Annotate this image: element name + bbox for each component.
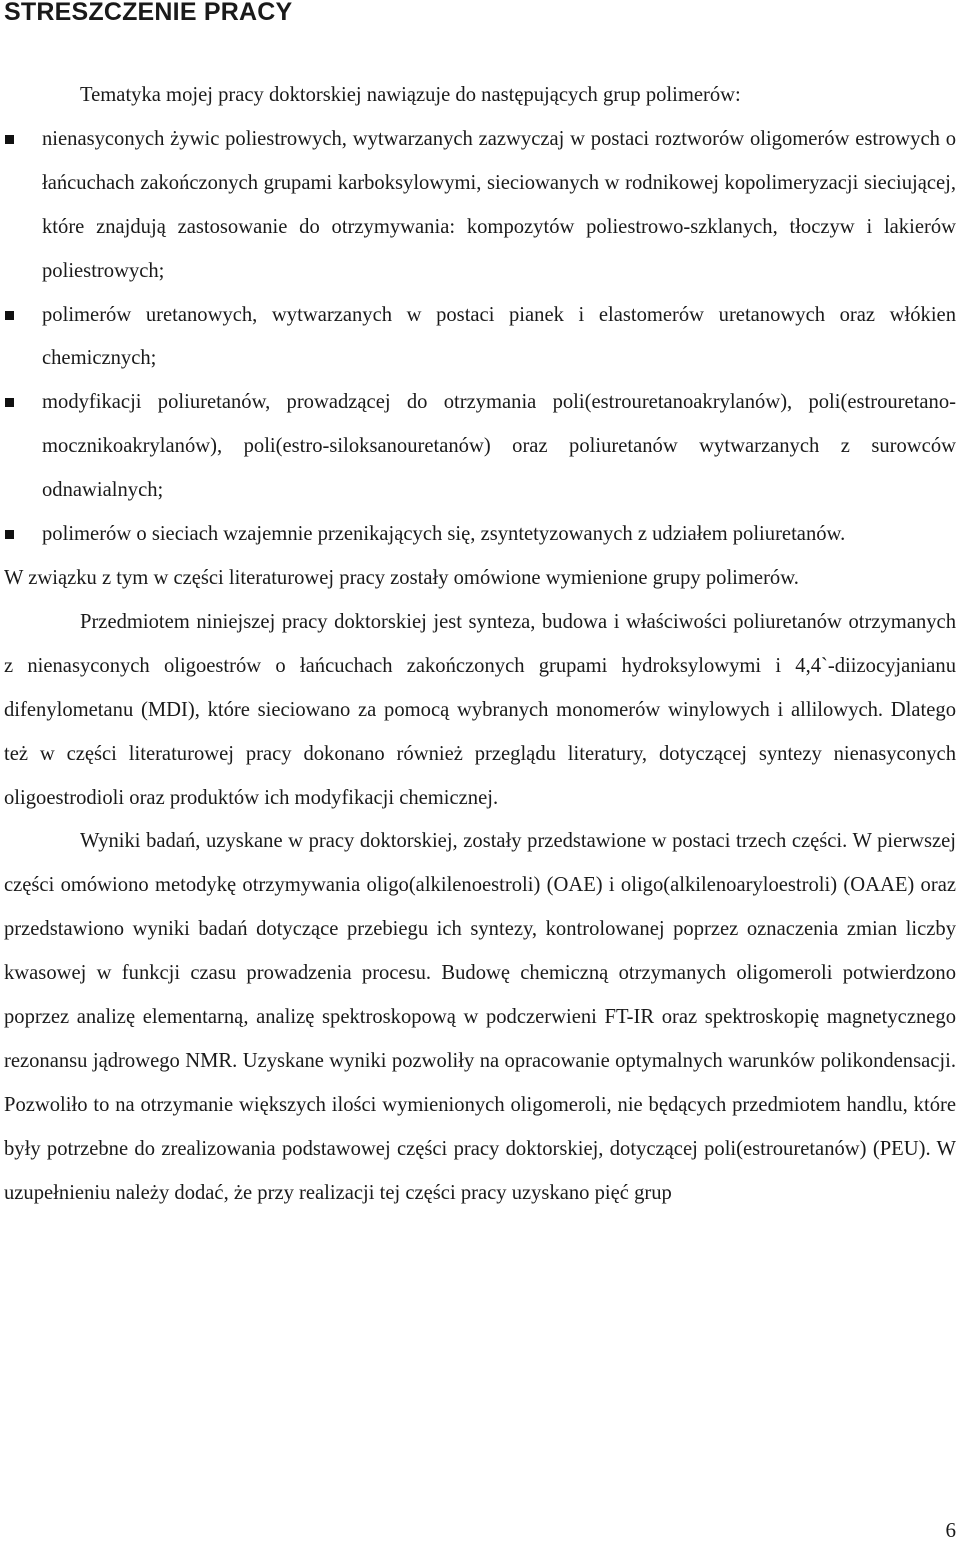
square-bullet-icon	[5, 530, 14, 539]
intro-paragraph: Tematyka mojej pracy doktorskiej nawiązuje do następujących grup polimerów:	[80, 84, 741, 106]
literature-scope-paragraph: W związku z tym w części literaturowej pracy zostały omówione wymienione grupy polimerów.	[4, 566, 799, 589]
square-bullet-icon	[5, 311, 14, 320]
list-item-text: modyfikacji poliuretanów, prowadzącej do otrzymania poli(estrouretanoakrylanów), poli(estrouretano-mocznikoakrylanów), poli(estro-siloksanouretanów) oraz poliuretanów wytwarzanych z surowców odnawialnych;	[42, 391, 956, 502]
polymer-groups-list	[4, 118, 956, 557]
results-paragraph: Wyniki badań, uzyskane w pracy doktorskiej, zostały przedstawione w postaci trzech części. W pierwszej części omówiono metodykę otrzymywania oligo(alkilenoestroli) (OAE) i oligo(alkilenoaryloestroli) (OAAE) oraz przedstawiono wyniki badań dotyczące przebiegu ich syntezy, kontrolowanej poprzez oznaczenia zmian liczby kwasowej w funkcji czasu prowadzenia procesu. Budowę chemiczną otrzymanych oligomeroli potwierdzono poprzez analizę elementarną, analizę spektroskopową w podczerwieni FT-IR oraz spektroskopię magnetycznego rezonansu jądrowego NMR. Uzyskane wyniki pozwoliły na opracowanie optymalnych warunków polikondensacji. Pozwoliło to na otrzymanie większych ilości wymienionych oligomeroli, nie będących przedmiotem handlu, które były potrzebne do zrealizowania podstawowej części pracy doktorskiej, dotyczącej poli(estrouretanów) (PEU). W uzupełnieniu należy dodać, że przy realizacji tej części pracy uzyskano pięć grup	[4, 830, 956, 1204]
page-number: 6	[945, 1518, 956, 1542]
list-item	[4, 381, 956, 513]
document-body	[4, 74, 956, 1216]
page-title: STRESZCZENIE PRACY	[4, 0, 293, 26]
square-bullet-icon	[5, 135, 14, 144]
list-item-text: nienasyconych żywic poliestrowych, wytwarzanych zazwyczaj w postaci roztworów oligomerów estrowych o łańcuchach zakończonych grupami karboksylowymi, sieciowanych w rodnikowej kopolimeryzacji sieciującej, które znajdują zastosowanie do otrzymywania: kompozytów poliestrowo-szklanych, tłoczyw i lakierów poliestrowych;	[42, 127, 956, 282]
list-item	[4, 294, 956, 382]
list-item-text: polimerów o sieciach wzajemnie przenikających się, zsyntetyzowanych z udziałem poliuretanów.	[42, 523, 846, 546]
list-item	[4, 118, 956, 294]
list-item	[4, 513, 956, 557]
list-item-text: polimerów uretanowych, wytwarzanych w postaci pianek i elastomerów uretanowych oraz włókien chemicznych;	[42, 303, 956, 370]
square-bullet-icon	[5, 398, 14, 407]
subject-paragraph: Przedmiotem niniejszej pracy doktorskiej jest synteza, budowa i właściwości poliuretanów otrzymanych z nienasyconych oligoestrów o łańcuchach zakończonych grupami hydroksylowymi i 4,4`-diizocyjanianu difenylometanu (MDI), które sieciowano za pomocą wybranych monomerów winylowych i allilowych. Dlatego też w części literaturowej pracy dokonano również przeglądu literatury, dotyczącej syntezy nienasyconych oligoestrodioli oraz produktów ich modyfikacji chemicznej.	[4, 610, 956, 809]
